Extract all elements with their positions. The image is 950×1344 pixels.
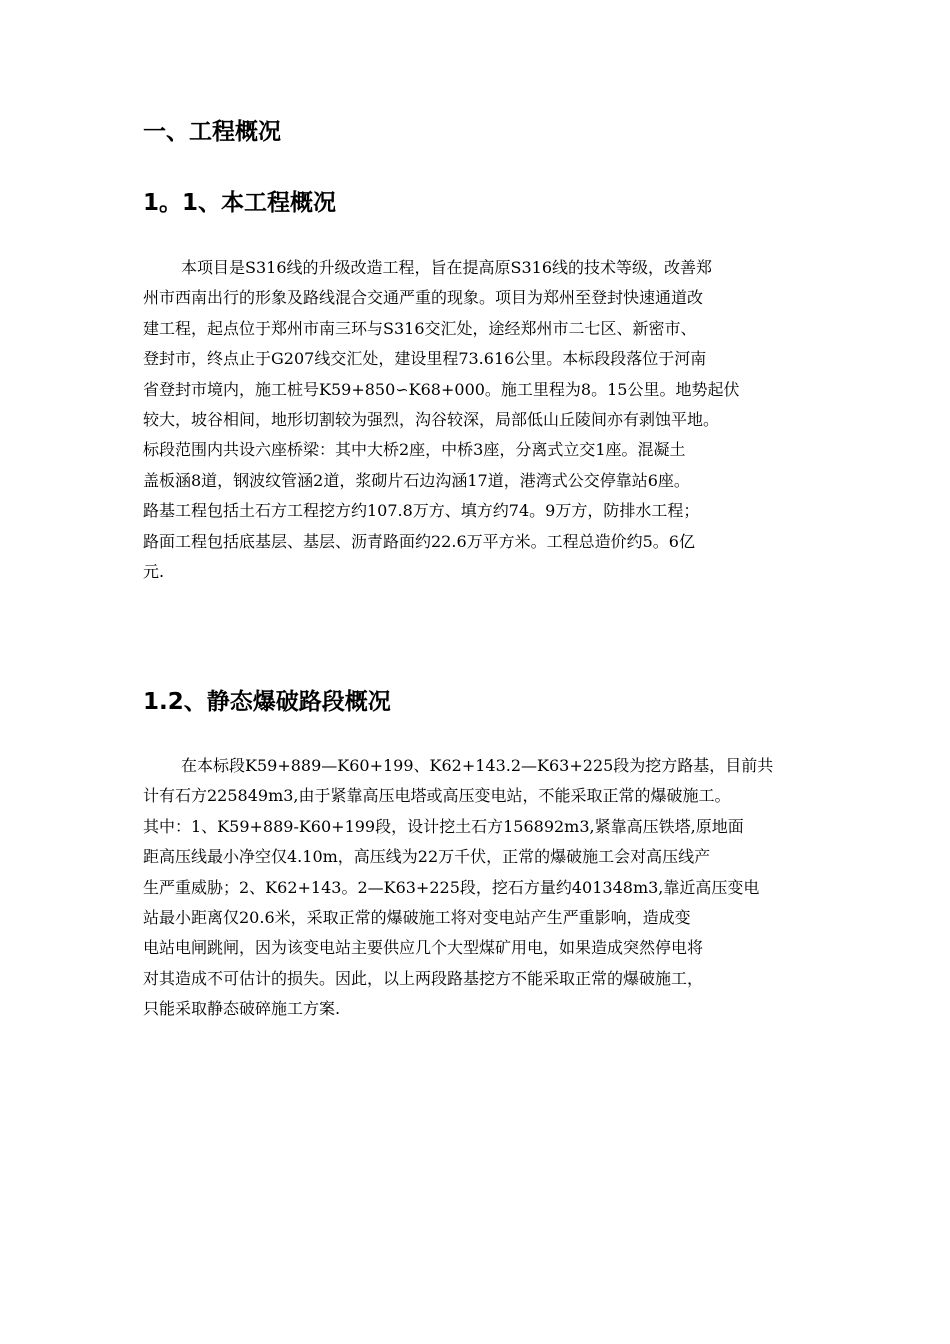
paragraph-project-overview [143,253,833,587]
paragraph-line: 标段范围内共设六座桥梁：其中大桥2座，中桥3座，分离式立交1座。混凝土 [143,440,686,460]
paragraph-line: 对其造成不可估计的损失。因此，以上两段路基挖方不能采取正常的爆破施工， [143,968,704,988]
paragraph-line: 电站电闸跳闸，因为该变电站主要供应几个大型煤矿用电，如果造成突然停电将 [143,938,704,958]
paragraph-line: 路面工程包括底基层、基层、沥青路面约22.6万平方米。工程总造价约5。6亿 [143,531,695,551]
subsection-number: 1.2 [143,689,184,715]
paragraph-line: 州市西南出行的形象及路线混合交通严重的现象。项目为郑州至登封快速通道改 [143,288,704,308]
paragraph-line: 本项目是S316线的升级改造工程，旨在提高原S316线的技术等级，改善郑 [181,258,713,277]
paragraph-line: 生严重威胁；2、K62+143。2—K63+225段，挖石方量约401348m3,靠近高压变电 [143,877,760,897]
subsection-title: 、静态爆破路段概况 [183,689,391,715]
paragraph-line: 元. [143,562,165,582]
paragraph-line: 只能采取静态破碎施工方案. [143,999,341,1019]
subsection-heading-1-2 [143,686,391,718]
subsection-title: 、本工程概况 [198,190,337,216]
subsection-heading-1-1 [143,187,336,219]
paragraph-line: 登封市，终点止于G207线交汇处，建设里程73.616公里。本标段段落位于河南 [143,349,707,369]
subsection-number: 1。1 [143,190,199,216]
section-heading: 一、工程概况 [143,119,281,145]
paragraph-line: 盖板涵8道，钢波纹管涵2道，浆砌片石边沟涵17道，港湾式公交停靠站6座。 [143,470,690,490]
paragraph-line: 计有石方225849m3,由于紧靠高压电塔或高压变电站，不能采取正常的爆破施工。 [143,786,731,806]
paragraph-line: 建工程，起点位于郑州市南三环与S316交汇处，途经郑州市二七区、新密市、 [143,318,697,338]
paragraph-line: 其中：1、K59+889-K60+199段，设计挖土石方156892m3,紧靠高压铁塔,原地面 [143,816,744,836]
paragraph-line: 在本标段K59+889—K60+199、K62+143.2—K63+225段为挖方路基，目前共 [181,756,774,775]
paragraph-static-blasting [143,751,833,1025]
paragraph-line: 路基工程包括土石方工程挖方约107.8万方、填方约74。9万方，防排水工程； [143,501,700,521]
paragraph-line: 站最小距离仅20.6米，采取正常的爆破施工将对变电站产生严重影响，造成变 [143,908,691,928]
paragraph-line: 距高压线最小净空仅4.10m，高压线为22万千伏，正常的爆破施工会对高压线产 [143,847,711,867]
paragraph-line: 省登封市境内，施工桩号K59+850∽K68+000。施工里程为8。15公里。地势起伏 [143,379,740,399]
paragraph-line: 较大，坡谷相间，地形切割较为强烈，沟谷较深，局部低山丘陵间亦有剥蚀平地。 [143,410,720,430]
